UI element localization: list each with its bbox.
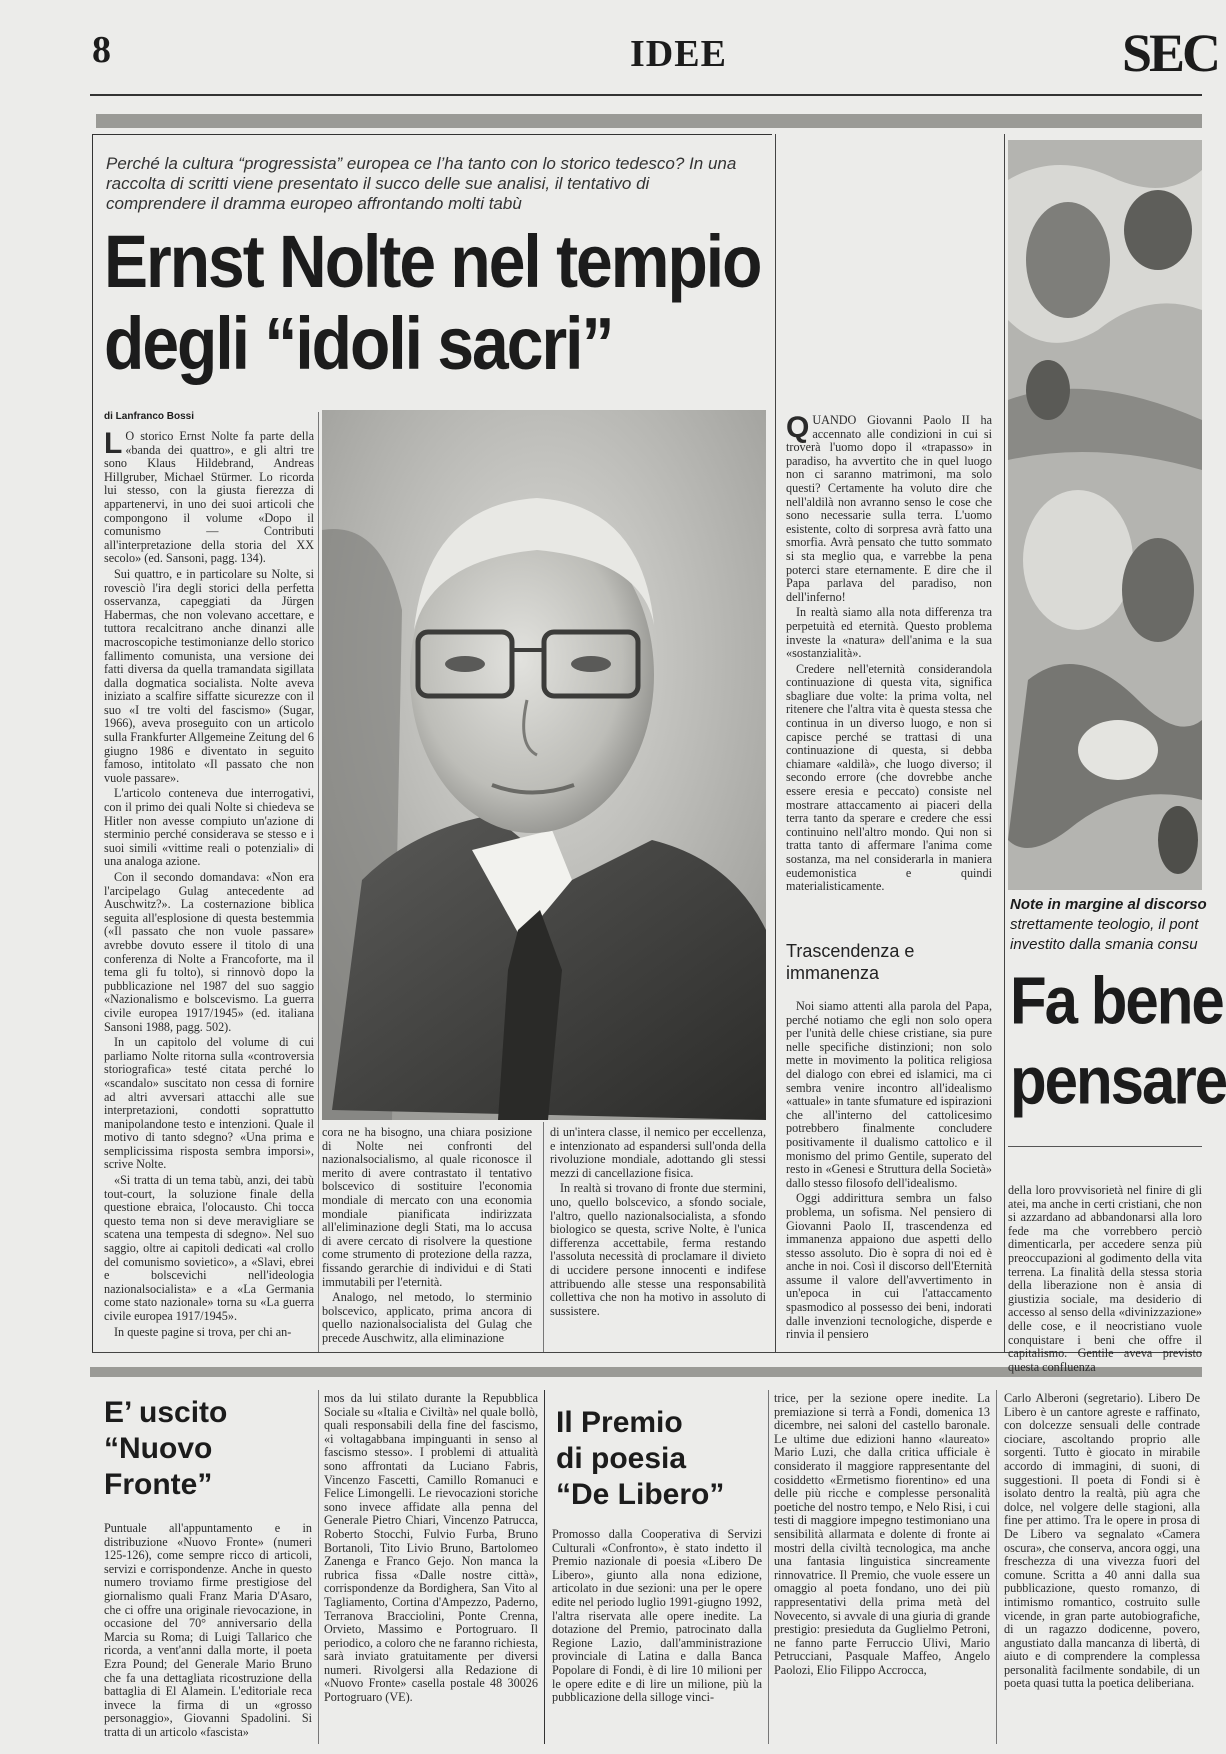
paragraph: Analogo, nel metodo, lo sterminio bolscevico, applicato, prima ancora di quello nazionalsocialista del Gulag che precede Auschwitz, alla eliminazione <box>322 1290 532 1345</box>
bottom-divider <box>544 1390 545 1744</box>
nuovo-fronte-text-2 <box>324 1392 538 1742</box>
nuovo-fronte-headline-1: E’ uscito <box>104 1396 228 1429</box>
paragraph: Credere nell'eternità considerandola continuazione di questa vita, significa sbagliare due volte: la prima volta, nel ritenere che l'altra vita è questa stessa che continua in un diverso luogo, e non si capisce perché se trattasi di una continuazione di questa, si debba chiamare «aldilà», che luogo diverso; il secondo errore (che dovrebbe anche essere eresia e peccato) consiste nel mostrare attaccamento ai piaceri della terra tanto da sperare e credere che essi continuino nell'altro mondo. Qui non si tratta tanto di affermare l'anima come sostanza, ma nel considerarla in maniera eudemonistica e quindi materialisticamente. <box>786 661 992 894</box>
paragraph: Con il secondo domandava: «Non era l'arcipelago Gulag antecedente ad Auschwitz?». La costernazione biblica seguita all'esplosione di questa bestemmia («Il passato che non vuole passare» avrebbe dovuto essere il titolo di una conferenza di Nolte a Francoforte, ma il tema gli fu tolto), si rinnovò dopo la pubblicazione nel 1987 del suo saggio «Nazionalismo e bolscevismo. La guerra civile europea 1917/1945» (ed. italiana Sansoni 1988, pagg. 502). <box>104 870 314 1034</box>
frame-left <box>92 134 93 1352</box>
article-column-1 <box>104 427 314 1348</box>
fresco-image <box>1008 140 1202 890</box>
paragraph: Oggi addirittura sembra un falso problema, un sofisma. Nel pensiero di Giovanni Paolo II, trascendenza ed immanenza appaiono due aspetti dello stesso assoluto. Dio è sopra di noi ed è anche in noi. Così il discorso dell'Eternità assume il valore dell'avvertimento in un'epoca in cui l'attaccamento spasmodico al possesso dei beni, indorati dalle invenzioni tecnologiche, disperde e rinvia il pensiero <box>786 1191 992 1342</box>
paragraph: Promosso dalla Cooperativa di Servizi Culturali «Confronto», è stato indetto il Premio nazionale di poesia «Libero De Libero», giunto alla nona edizione, articolato in due sezioni: una per le opere edite nel periodo luglio 1991-giugno 1992, l'altra riservata alle opere inedite. La dotazione del Premio, patrocinato dalla Regione Lazio, dall'amministrazione provinciale di Latina e dalla Banca Popolare di Fondi, è di lire 10 milioni per le opere edite e di lire un milione, più la pubblicazione della silloge vinci- <box>552 1527 762 1705</box>
premio-headline-2: di poesia <box>556 1442 687 1475</box>
kicker: Perché la cultura “progressista” europea ce l’ha tanto con lo storico tedesco? In una raccolta di scritti viene presentato il succo delle sue analisi, il tentativo di comprendere il dramma europeo affrontando molti tabù <box>106 154 737 213</box>
divider-side-right <box>1004 134 1005 1352</box>
dropcap-Q: Q <box>786 411 810 444</box>
frame-top <box>92 134 772 135</box>
paragraph: O storico Ernst Nolte fa parte della «banda dei quattro», e gli altri tre sono Klaus Hildebrand, Andreas Hillgruber, Michael Stürmer. Lo ricorda lui stesso, con la giusta fierezza di appartenervi, in uno dei suoi articoli che compongono il volume «Dopo il comunismo — Contributi all'interpretazione della storia del XX secolo» (ed. Sansoni, pagg. 134). <box>104 429 314 566</box>
fresco-svg <box>1008 140 1202 890</box>
paragraph: «Si tratta di un tema tabù, anzi, dei tabù tout-court, la soluzione finale della questione ebraica, l'olocausto. Chi tocca questo tema non si deve meravigliare se scatena una tempesta di sdegno». Nel suo saggio, oltre ai capitoli dedicati «al crollo del comunismo sovietico», a «Slavi, ebrei e bolscevichi nell'ideologia nazionalsocialista» e a «La Germania come stato nazionale» torna su «La guerra civile europea 1917/1945». <box>104 1173 314 1323</box>
portrait-svg <box>322 410 766 1120</box>
right-article-text <box>1008 1183 1202 1374</box>
masthead-fragment: SEC <box>1122 23 1219 83</box>
section-title: IDEE <box>630 33 727 75</box>
nuovo-fronte-headline-2: “Nuovo <box>104 1432 213 1465</box>
paragraph: In realtà siamo alla nota differenza tra perpetuità ed eternità. Questo problema investe la «natura» dell'anima e la sua «sostanzialità». <box>786 605 992 661</box>
right-kicker-line-3: investito dalla smania consu <box>1010 936 1198 953</box>
portrait-photo <box>322 410 766 1120</box>
byline: di Lanfranco Bossi <box>104 411 195 422</box>
right-headline-rule <box>1008 1146 1202 1147</box>
paragraph: In un capitolo del volume di cui parliamo Nolte ritorna sulla «controversia storiografica» testé citata perché lo «scandalo» suscitato non cessa di fornire ad altri avversari attacchi alle sue interpretazioni, condotti soprattutto manipolandone testo e intenzioni. Quale il motivo di tanto sdegno? «Una prima e semplicissima risposta sembra imporsi», scrive Nolte. <box>104 1035 314 1172</box>
paragraph: In realtà si trovano di fronte due stermini, uno, quello bolscevico, a sfondo sociale, l'altro, quello nazionalsocialista, a sfondo biologico se questa, scrive Nolte, è l'unica differenza accettabile, ferma restando l'assoluta necessità di proclamare il divieto di uccidere persone innocenti e indifese attribuendo alle stesse una responsabilità collettiva che non ha motivo in assoluto di sussistere. <box>550 1181 766 1318</box>
paragraph: Puntuale all'appuntamento e in distribuzione «Nuovo Fronte» (numeri 125-126), come sempre ricco di articoli, servizi e corrispondenze. Anche in questo numero troviamo firme prestigiose del giornalismo quali Franz Maria D'Asaro, che ci offre una originale rievocazione, in occasione del 70° anniversario della Marcia su Roma; di Luigi Tallarico che ricorda, a vent'anni dalla morte, il poeta Ezra Pound; del Generale Mario Bruno che fa una dettagliata ricostruzione della battaglia di El Alamein. L'editoriale reca invece la firma di un «grosso personaggio», Giovanni Spadolini. Si tratta di un articolo «fascista» <box>104 1521 312 1739</box>
side-article-bottom <box>786 1000 992 1348</box>
bottom-divider <box>318 1390 319 1744</box>
dropcap-L: L <box>104 427 123 460</box>
paragraph: cora ne ha bisogno, una chiara posizione di Nolte nei confronti del nazionalsocialismo, al quale riconosce il merito di avere contrastato il tentativo bolscevico di sostituire l'economia mondiale di mercato con una economia mondiale pianificata indirizzata all'eliminazione degli Stati, ma lo accusa di avere cercato di risolvere la questione come strumento di protezione della razza, fissando gerarchie di individui e di Stati immutabili per l'eternità. <box>322 1125 532 1289</box>
col-divider <box>543 1122 544 1352</box>
paragraph: Sui quattro, e in particolare su Nolte, si rovesciò l'ira degli storici della perfetta osservanza, capeggiati da Jürgen Habermas, che non volevano accettare, e tuttora recalcitrano anche dinanzi alle macroscopiche testimonianze dello storico fallimento comunista, una versione dei fatti diversa da quella tramandata sigillata dalla dogmatica socialista. Nolte aveva iniziato a scalfire siffatte sicurezze con il suo «I tre volti del fascismo» (Sugar, 1966), aveva proseguito con un articolo sulla Frankfurter Allgemeine Zeitung del 6 giugno 1986 e diventato in seguito famoso, intitolato «Il passato che non vuole passare». <box>104 566 314 785</box>
bottom-divider <box>996 1390 997 1744</box>
premio-headline-1: Il Premio <box>556 1406 683 1439</box>
nuovo-fronte-text-1 <box>104 1522 312 1742</box>
paragraph: Carlo Alberoni (segretario). Libero De Libero è un cantore agreste e raffinato, con dolcezze sensuali delle contrade ciociare, ascoltando proprio alle sorgenti. Tutto è giocato in mirabile accordo di immagini, di suoni, di suggestioni. Il poeta di Fondi si è isolato dentro la realtà, più agra che dolce, nel volgere delle stagioni, alla fine per attimo. Tra le opere in prosa di De Libero va segnalato «Camera oscura», che conserva, ancora oggi, una freschezza di una vivezza fuori del comune. Scritta a 40 anni dalla sua pubblicazione, questo romanzo, di intimismo romantico, costruito sulle vicende, in gran parte autobiografiche, di un ragazzo dodicenne, povero, angustiato dalla mancanza di libertà, di aiuto e di comprendere la complessa personalità facilmente sondabile, di un poeta quasi tutta la poetica deliberiana. <box>1004 1391 1200 1691</box>
nuovo-fronte-headline-3: Fronte” <box>104 1468 213 1501</box>
article-column-2 <box>322 1126 532 1348</box>
bottom-divider <box>768 1390 769 1744</box>
header-band <box>96 114 1202 128</box>
paragraph: trice, per la sezione opere inedite. La premiazione si terrà a Fondi, domenica 13 dicembre, nei saloni del castello baronale. Le ultime due edizioni hanno «laureato» Mario Luzi, che dalla critica ufficiale è considerato il maggiore rappresentante del cosiddetto «Ermetismo fiorentino» ed una delle più ricche e complesse personalità poetiche del nostro tempo, e Nelo Risi, i cui testi di maggiore impegno testimoniano una sensibilità allarmata e dolente di fronte ai mostri della civiltà tecnologica, ma anche una fantasia linguistica sincreamente rinnovatrice. Il Premio, che vuole essere un omaggio al poeta fondano, uno dei più rappresentativi della prima metà del Novecento, si avvale di una giuria di grande prestigio: presieduta da Guglielmo Petroni, ne fanno parte Ferruccio Ulivi, Mario Petrucciani, Pasquale Maffeo, Angelo Paolozi, Elio Filippo Accrocca, <box>774 1391 990 1677</box>
col-divider <box>318 412 319 1352</box>
paragraph: mos da lui stilato durante la Repubblica Sociale su «Italia e Civiltà» nel quale bollò, quali responsabili della fine del fascismo, «i voltagabbana impinguanti in senso al fascismo stesso». I problemi di attualità sono affrontati da Luciano Fabris, Vincenzo Fascetti, Camillo Romanuci e Felice Limongelli. Le rievocazioni storiche sono invece affidate alla penna del Generale Pietro Chiari, Vincenzo Patrucca, Roberto Stocchi, Fulvio Furba, Bruno Bortanoli, Tito Livio Bruno, Bartolomeo Zanenga e Franco Gejo. Non manca la rubrica fissa «Dalle nostre città», corrispondenze da Bordighera, San Vito al Tagliamento, Cortina d'Ampezzo, Paderno, Terranova Bracciolini, Ponte Crenna, Orvieto, Massimo e Portogruaro. Il periodico, a coloro che ne faranno richiesta, sarà inviato gratuitamente per diversi numeri. Rivolgersi alla Redazione di «Nuovo Fronte» casella postale 48 30026 Portogruaro (VE). <box>324 1391 538 1705</box>
premio-text-1 <box>552 1528 762 1742</box>
premio-headline-3: “De Libero” <box>556 1478 725 1511</box>
side-article-top <box>786 411 992 926</box>
paragraph: di un'intera classe, il nemico per eccellenza, e intenzionato ad espandersi sull'onda della rivoluzione mondiale, adottando gli stessi mezzi di cancellazione fisica. <box>550 1125 766 1180</box>
paragraph: UANDO Giovanni Paolo II ha accennato alle condizioni in cui si troverà l'uomo dopo il «trapasso» in paradiso, ha avvertito che in quel luogo non ci saranno matrimoni, ma solo questi? Certamente ha voluto dire che nell'aldilà non avranno senso le cose che sono necessarie sulla terra. L'uomo esistente, colto di sorpresa avrà fatto una smorfia. Avrà pensato che tutto sommato si sta meglio qua, e varrebbe la pena poterci stare eternamente. E dire che il Papa parlava del paradiso, non dell'inferno! <box>786 413 992 604</box>
divider-main-side <box>775 134 776 1352</box>
premio-text-2 <box>774 1392 990 1742</box>
right-headline-line-2: pensare <box>1010 1042 1226 1118</box>
right-kicker-line-1: Note in margine al discorso <box>1010 896 1207 913</box>
headline-line-2: degli “idoli sacri” <box>104 301 613 385</box>
paragraph: della loro provvisorietà nel finire di gli atei, ma anche in certi cristiani, che non si azzardano ad abbandonarsi alla loro fede ma che vorrebbero perciò dimenticarla, per accedere senza più preoccupazioni al godimento della vita terrena. La finalità della stessa storia della liberazione non è ansia di giustizia sociale, ma desiderio di accesso al senso della «divinizzazione» delle cose, e il neocristiano vuole conquistare i beni che offre il capitalismo. Gentile aveva previsto questa confluenza <box>1008 1183 1202 1374</box>
premio-text-3 <box>1004 1392 1200 1742</box>
header-rule <box>90 94 1202 96</box>
headline-line-1: Ernst Nolte nel tempio <box>104 219 761 303</box>
subheading: Trascendenza e immanenza <box>786 941 915 983</box>
article-column-3 <box>550 1126 766 1348</box>
paragraph: In queste pagine si trova, per chi an- <box>114 1324 292 1339</box>
paragraph: Noi siamo attenti alla parola del Papa, perché notiamo che egli non solo opera per l'unità delle chiese cristiane, sia pure nelle specifiche distinzioni; non solo mette in movimento la politica religiosa del dialogo con ebrei ed islamici, ma ci sembra venire incontro all'idealismo «attuale» in tante sfumature ed ispirazioni che all'interno del cattolicesimo potrebbero finalmente concludere positivamente il dualismo cattolico e il monismo del primo Gentile, superato del resto in «Genesi e Struttura della Società» dallo stesso filosofo dell'idealismo. <box>786 999 992 1190</box>
paragraph: L'articolo conteneva due interrogativi, con il primo dei quali Nolte si chiedeva se Hitler non avesse compiuto un'azione di sterminio perché considerava se stesso e i suoi simili «vittime reali o potenziali» di una analoga azione. <box>104 786 314 869</box>
right-kicker-line-2: strettamente teologio, il pont <box>1010 916 1199 933</box>
right-headline-line-1: Fa bene <box>1010 962 1223 1038</box>
page-number: 8 <box>92 29 111 71</box>
